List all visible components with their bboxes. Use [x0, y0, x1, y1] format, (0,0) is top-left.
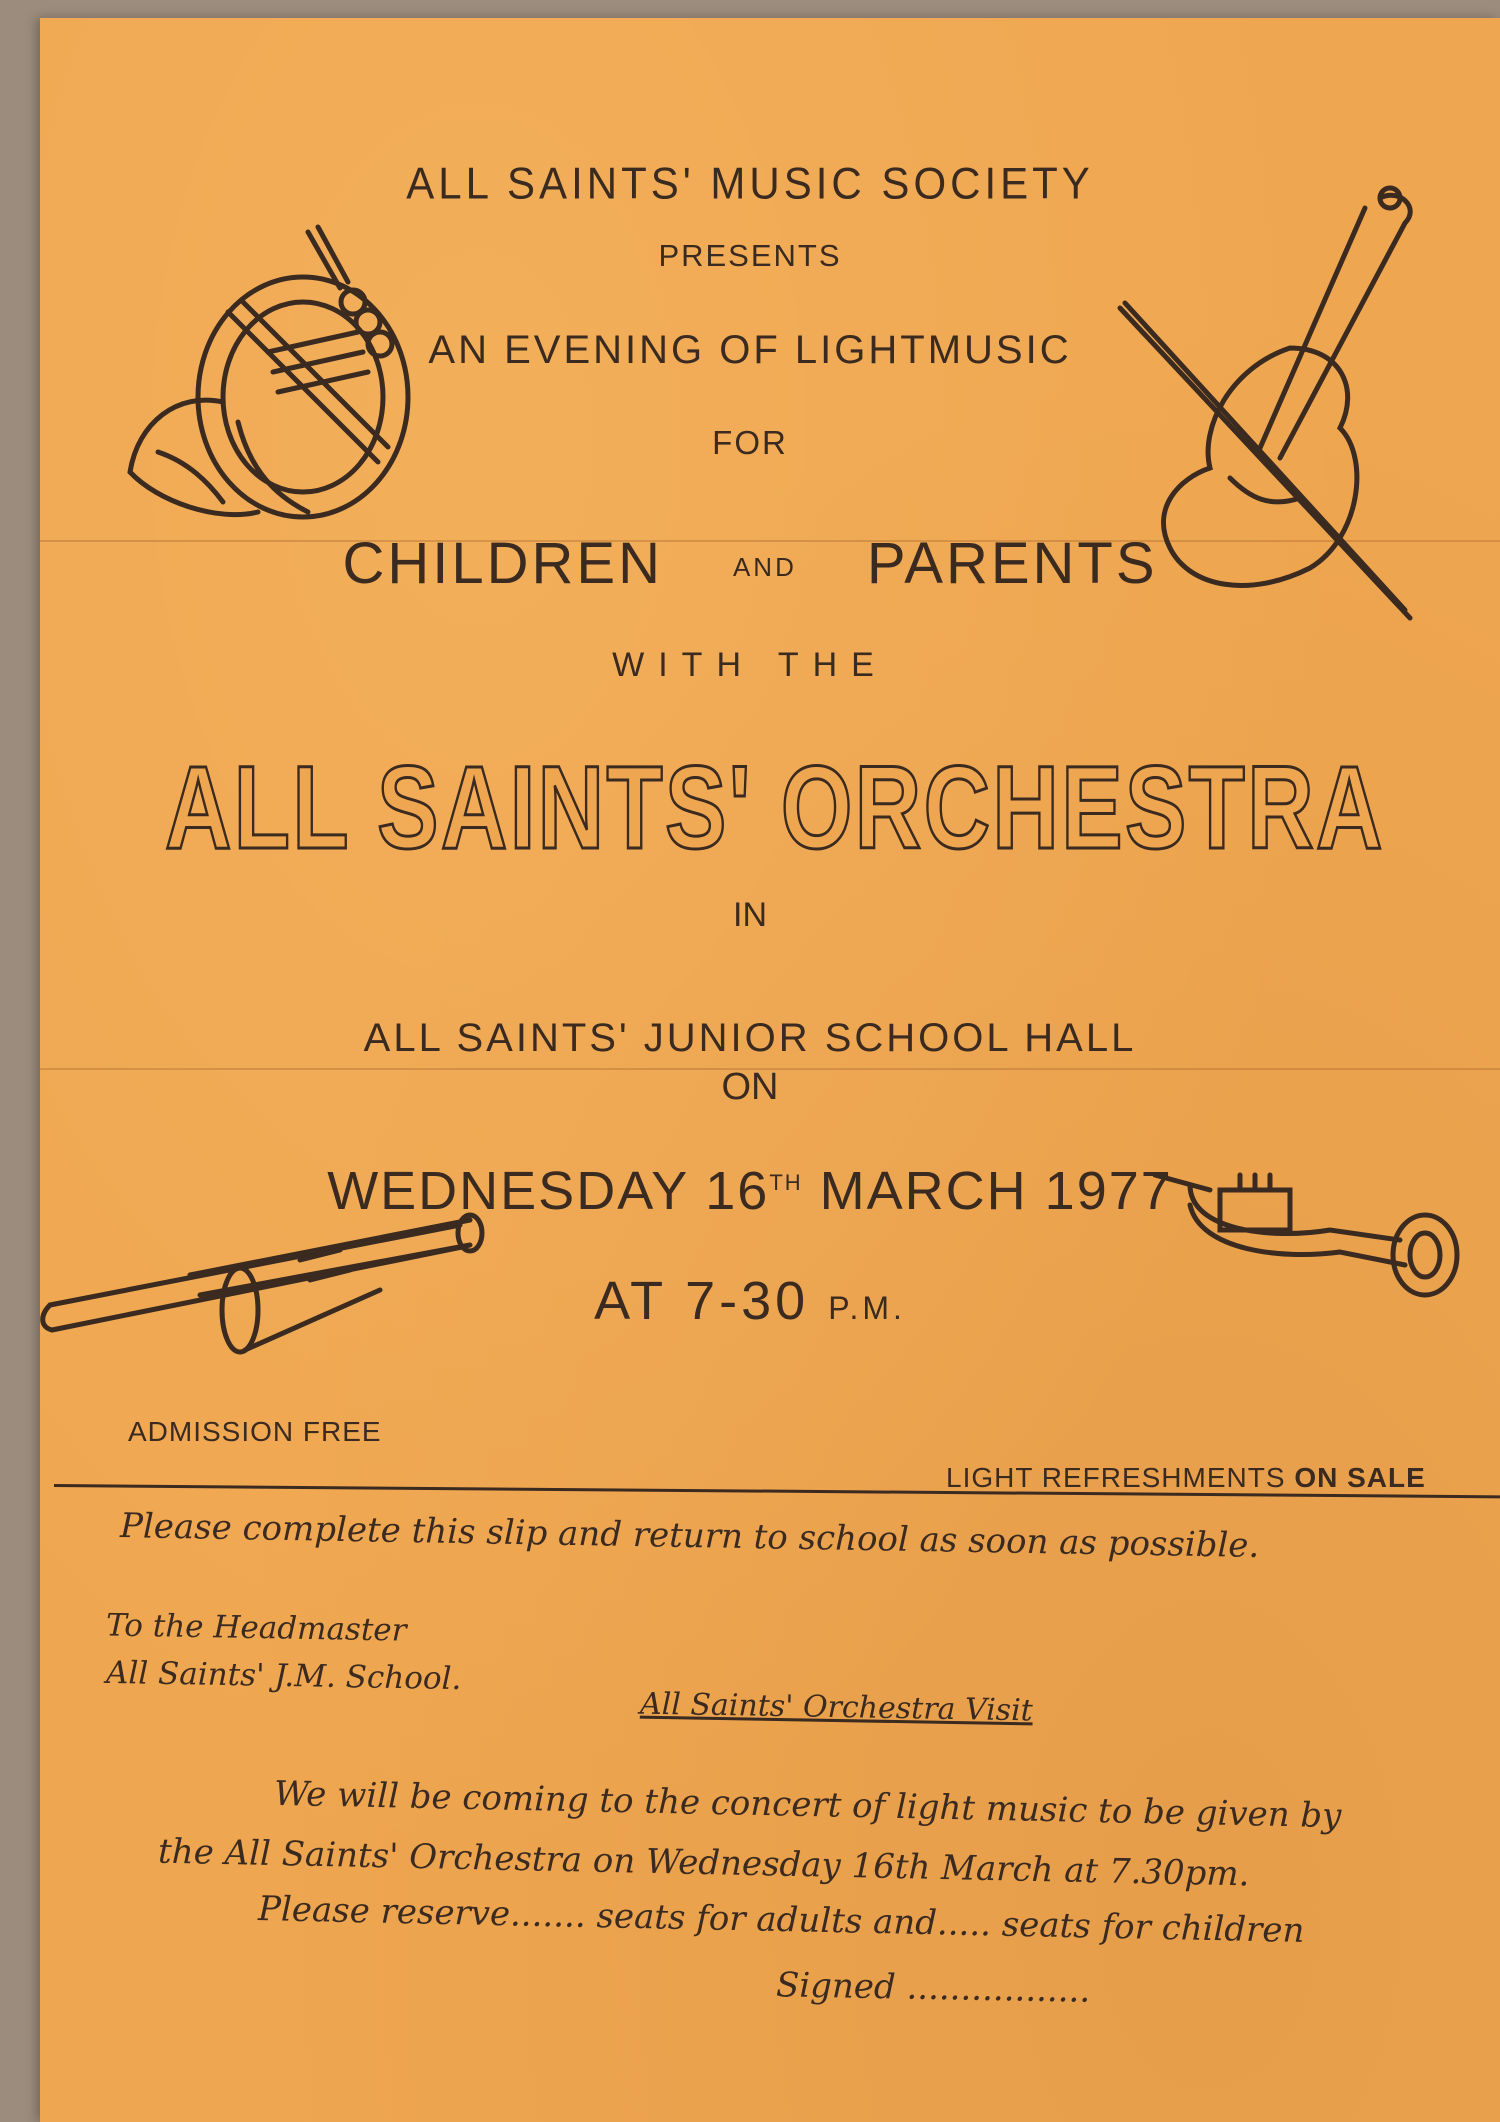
children-text: CHILDREN — [342, 531, 663, 596]
evening-text: AN EVENING OF LIGHTMUSIC — [428, 328, 1072, 372]
parents-text: PARENTS — [866, 531, 1158, 596]
orchestra-title: ALL SAINTS' ORCHESTRA — [165, 742, 1385, 874]
refreshments-text — [946, 1462, 1426, 1494]
slip-heading: All Saints' Orchestra Visit — [639, 1686, 1034, 1729]
date-rest: MARCH 1977 — [819, 1161, 1173, 1221]
slip-signed: Signed ................. — [775, 1965, 1091, 2011]
refreshments-a: LIGHT REFRESHMENTS — [946, 1462, 1286, 1493]
time-pm: P.M. — [828, 1290, 906, 1326]
date-suffix: TH — [769, 1170, 803, 1195]
slip-body-1: We will be coming to the concert of light music to be given by — [273, 1773, 1342, 1837]
slip-addressee-1: To the Headmaster — [105, 1607, 407, 1649]
date-day: WEDNESDAY 16 — [327, 1161, 770, 1221]
slip-body-3: Please reserve....... seats for adults and..... seats for children — [257, 1889, 1305, 1951]
venue-text: ALL SAINTS' JUNIOR SCHOOL HALL — [363, 1016, 1137, 1060]
time-at: AT 7-30 — [594, 1271, 810, 1331]
presents-text: PRESENTS — [658, 238, 842, 273]
audience-line — [0, 530, 1500, 597]
slip-instruction: Please complete this slip and return to school as soon as possible. — [119, 1506, 1260, 1566]
for-text: FOR — [712, 424, 788, 461]
time-line — [0, 1270, 1500, 1332]
refreshments-b: ON SALE — [1294, 1462, 1426, 1493]
society-title: ALL SAINTS' MUSIC SOCIETY — [406, 158, 1094, 209]
on-text: ON — [721, 1066, 779, 1108]
date-line — [0, 1160, 1500, 1222]
slip-addressee-2: All Saints' J.M. School. — [105, 1654, 462, 1698]
in-text: IN — [733, 896, 767, 934]
admission-text: ADMISSION FREE — [128, 1416, 382, 1447]
slip-body-2: the All Saints' Orchestra on Wednesday 16th March at 7.30pm. — [157, 1831, 1250, 1895]
with-the-text: WITH THE — [612, 646, 888, 684]
and-text: AND — [732, 552, 797, 583]
